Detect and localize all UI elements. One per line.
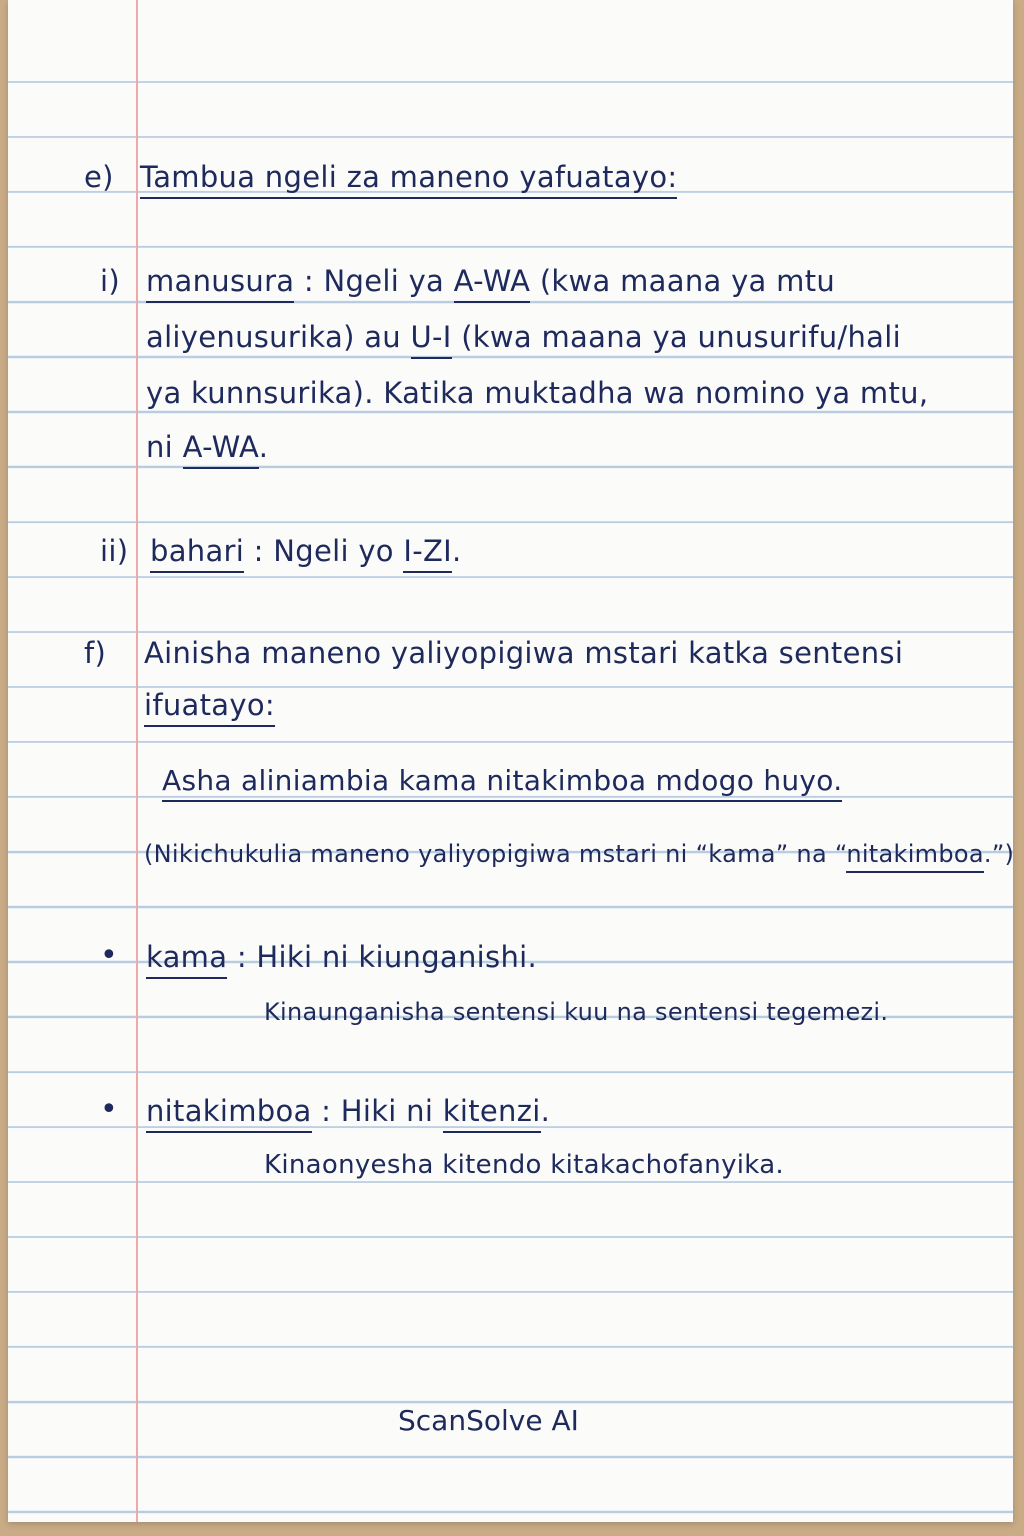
item-i-marker: i) [100,264,120,298]
bullet-kama-dot: • [100,938,118,973]
notebook-page [8,0,1013,1522]
item-ii-class-izi: I-ZI [403,534,452,573]
margin-line [136,0,138,1522]
item-i-line4-a: ni [146,430,174,464]
bullet-nitakimboa-text-a: Hiki ni [340,1094,434,1128]
bullet-nitakimboa-line1 [146,1094,550,1128]
item-i-line1-c: (kwa maana ya mtu [539,264,836,298]
bullet-nitakimboa-sep: : [321,1094,332,1128]
example-sentence: Asha aliniambia kama nitakimboa mdogo huyo. [162,764,842,802]
item-ii-line [150,534,462,568]
item-ii-sep: : [253,534,264,568]
item-ii-text-c: . [452,534,462,568]
item-i-line4 [146,430,268,464]
question-f-line2: ifuatayo: [144,688,275,727]
item-ii-marker: ii) [100,534,129,568]
assumption-note-a: (Nikichukulia maneno yaliyopigiwa mstari ni “kama” na “ [144,840,847,868]
bullet-kama-line1 [146,940,537,974]
bullet-kama-line2: Kinaunganisha sentensi kuu na sentensi tegemezi. [264,998,889,1026]
brand-label: ScanSolve AI [398,1404,579,1437]
bullet-kama-sep: : [236,940,247,974]
item-ii-word: bahari [150,534,244,573]
item-i-word: manusura [146,264,294,303]
bullet-nitakimboa-kitenzi: kitenzi [443,1094,541,1133]
item-ii-text-a: Ngeli yo [273,534,394,568]
question-e-heading: Tambua ngeli za maneno yafuatayo: [140,160,677,199]
item-i-line2 [146,320,901,354]
item-i-line2-c: (kwa maana ya unusurifu/hali [461,320,901,354]
item-i-line1 [146,264,835,298]
item-i-line1-a: Ngeli ya [323,264,445,298]
bullet-kama-word: kama [146,940,227,979]
item-i-sep: : [303,264,314,298]
assumption-note-word: nitakimboa [846,840,984,873]
question-f-line1: Ainisha maneno yaliyopigiwa mstari katka sentensi [144,636,904,670]
question-e-marker: e) [84,160,114,194]
assumption-note-c: .”) [983,840,1015,868]
item-i-line3: ya kunnsurika). Katika muktadha wa nomino ya mtu, [146,376,929,410]
item-i-line4-c: . [258,430,269,464]
item-i-answer-awa: A-WA [183,430,259,469]
bullet-nitakimboa-text-c: . [540,1094,551,1128]
item-i-class-awa: A-WA [454,264,531,303]
bullet-nitakimboa-word: nitakimboa [146,1094,312,1133]
item-i-line2-a: aliyenusurika) au [146,320,401,354]
question-f-marker: f) [84,636,107,670]
item-i-class-ui: U-I [411,320,452,359]
bullet-kama-text: Hiki ni kiunganishi. [256,940,538,974]
bullet-nitakimboa-dot: • [100,1092,118,1127]
bullet-nitakimboa-line2: Kinaonyesha kitendo kitakachofanyika. [264,1150,784,1180]
assumption-note [144,840,1014,868]
